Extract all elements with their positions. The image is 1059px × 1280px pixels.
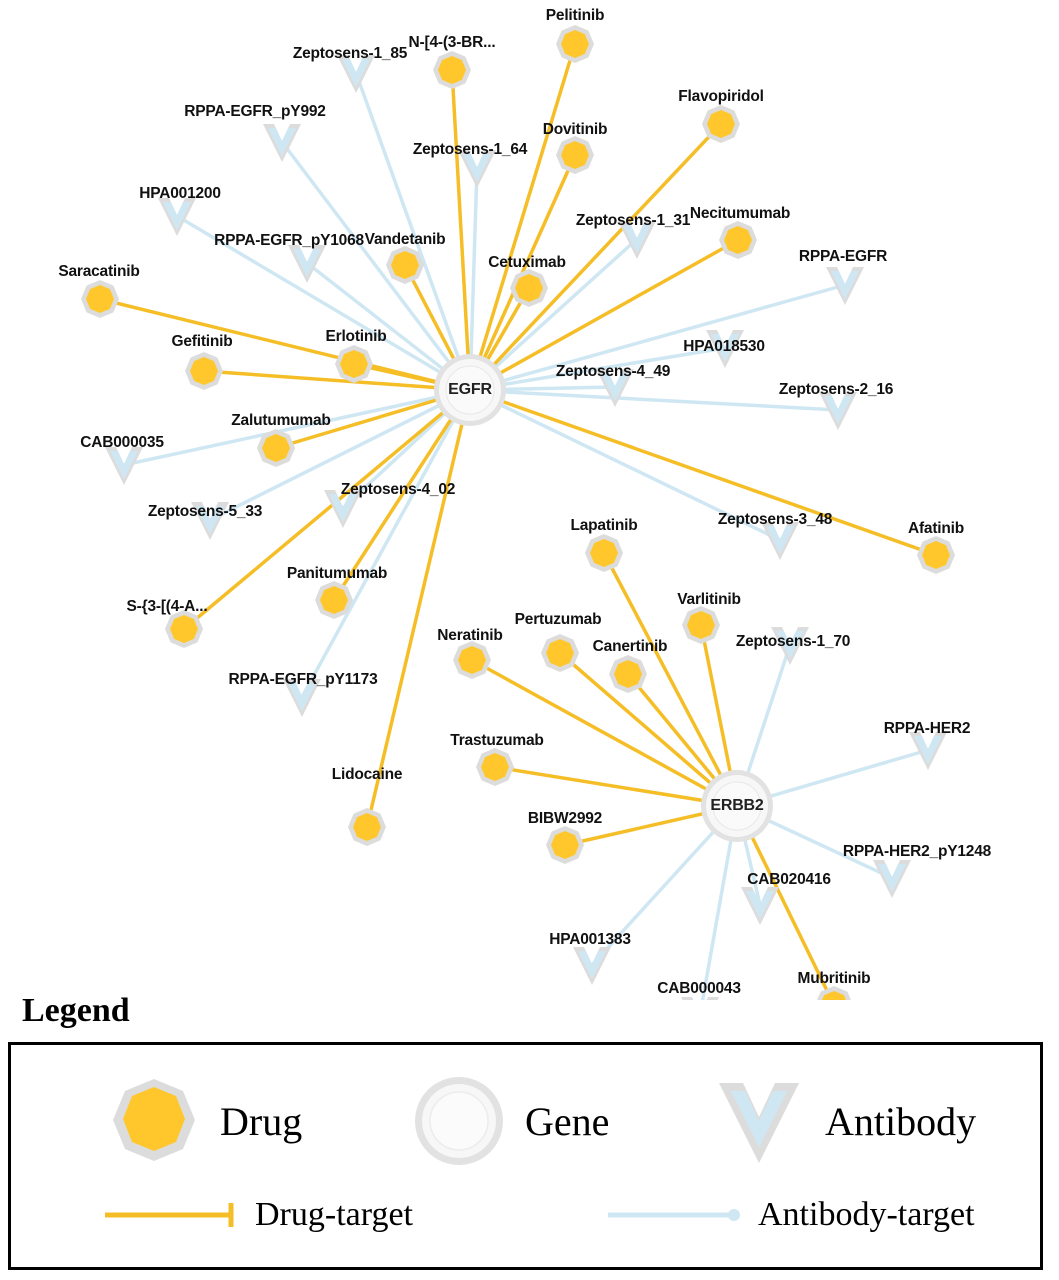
drug-node-label: Zalutumumab <box>231 412 331 429</box>
legend-item-gene <box>411 1073 609 1169</box>
legend-box <box>8 1042 1043 1270</box>
legend-item-antibody <box>711 1073 976 1169</box>
antibody-node-label: RPPA-EGFR_pY992 <box>184 103 326 120</box>
drug-node[interactable] <box>702 105 740 143</box>
drug-node[interactable] <box>257 429 295 467</box>
antibody-node[interactable] <box>741 887 779 925</box>
antibody-node[interactable] <box>158 198 196 236</box>
drug-node[interactable] <box>453 641 491 679</box>
legend-label-gene: Gene <box>525 1098 610 1144</box>
legend-item-drug <box>106 1073 302 1169</box>
antibody-node-label: Zeptosens-1_31 <box>575 212 691 229</box>
legend-item-antibody-target <box>606 1195 975 1235</box>
drug-node[interactable] <box>556 25 594 63</box>
drug-node[interactable] <box>335 345 373 383</box>
antibody-icon <box>711 1073 807 1169</box>
drug-node-label: Cetuximab <box>488 254 566 271</box>
drug-node-label: Lapatinib <box>570 517 638 534</box>
legend-label-drug-target: Drug-target <box>255 1196 413 1233</box>
edge-antibody-target <box>302 390 470 697</box>
antibody-node[interactable] <box>873 860 911 898</box>
drug-node-label: Neratinib <box>437 627 503 644</box>
drug-node-label: Lidocaine <box>331 766 403 783</box>
drug-node-label: Pelitinib <box>545 7 605 24</box>
antibody-node-label: Zeptosens-5_33 <box>147 503 263 520</box>
edge-drug-target <box>470 390 936 555</box>
antibody-node-label: RPPA-EGFR_pY1173 <box>228 671 378 688</box>
gene-icon <box>411 1073 507 1169</box>
drug-node[interactable] <box>682 606 720 644</box>
drug-node-label: Flavopiridol <box>678 88 764 105</box>
drug-node[interactable] <box>546 826 584 864</box>
antibody-node-label: RPPA-EGFR_pY1068 <box>214 232 364 249</box>
drug-node[interactable] <box>556 136 594 174</box>
drug-target-edge-icon <box>103 1195 243 1235</box>
drug-node[interactable] <box>81 280 119 318</box>
antibody-node-label: CAB000035 <box>80 434 164 451</box>
drug-node-label: Panitumumab <box>286 565 388 582</box>
drug-node-label: Varlitinib <box>677 591 741 608</box>
antibody-target-edge-icon <box>606 1195 746 1235</box>
legend-edge-row <box>11 1195 1040 1255</box>
antibody-node-label: HPA001200 <box>139 185 221 202</box>
antibody-node-label: CAB020416 <box>747 871 831 888</box>
drug-node-label: Canertinib <box>592 638 668 655</box>
drug-node-label: BIBW2992 <box>527 810 603 827</box>
edge-drug-target <box>367 390 470 827</box>
drug-node[interactable] <box>476 748 514 786</box>
antibody-node[interactable] <box>263 124 301 162</box>
drug-node-label: Dovitinib <box>542 121 608 138</box>
drug-node-label: S-{3-[(4-A... <box>126 598 208 615</box>
drug-node[interactable] <box>315 581 353 619</box>
antibody-node-label: Zeptosens-1_64 <box>412 141 528 158</box>
drug-node[interactable] <box>510 269 548 307</box>
antibody-node-label: HPA001383 <box>549 931 631 948</box>
gene-node-label: ERBB2 <box>710 797 764 814</box>
drug-node[interactable] <box>433 51 471 89</box>
drug-node[interactable] <box>609 655 647 693</box>
legend-label-drug: Drug <box>220 1098 303 1144</box>
antibody-node-label: Zeptosens-2_16 <box>778 381 894 398</box>
antibody-node-label: RPPA-HER2 <box>883 720 971 737</box>
drug-node[interactable] <box>719 221 757 259</box>
antibody-node-label: Zeptosens-4_49 <box>555 363 671 380</box>
legend-label-antibody-target: Antibody-target <box>758 1196 975 1233</box>
drug-node-label: Trastuzumab <box>450 732 544 749</box>
legend-node-row <box>11 1063 1040 1183</box>
drug-node-label: Saracatinib <box>58 263 140 280</box>
drug-node[interactable] <box>386 246 424 284</box>
antibody-node[interactable] <box>826 267 864 305</box>
drug-node[interactable] <box>348 808 386 846</box>
antibody-node[interactable] <box>288 245 326 283</box>
legend-item-drug-target <box>103 1195 413 1235</box>
drug-node-label: Mubritinib <box>797 970 871 987</box>
drug-node-label: N-[4-(3-BR... <box>408 34 496 51</box>
drug-node-label: Pertuzumab <box>514 611 602 628</box>
drug-node-label: Erlotinib <box>325 328 387 345</box>
drug-node[interactable] <box>541 634 579 672</box>
antibody-node-label: HPA018530 <box>683 338 765 355</box>
gene-node-label: EGFR <box>448 381 492 398</box>
legend-label-antibody: Antibody <box>825 1098 977 1144</box>
antibody-node-label: RPPA-EGFR <box>798 248 888 265</box>
legend-title: Legend <box>22 992 130 1029</box>
antibody-node-label: Zeptosens-1_70 <box>735 633 851 650</box>
drug-node[interactable] <box>585 534 623 572</box>
antibody-node-label: CAB000043 <box>657 980 741 997</box>
drug-node-label: Vandetanib <box>364 231 446 248</box>
antibody-node-label: Zeptosens-3_48 <box>717 511 833 528</box>
drug-node-label: Afatinib <box>907 520 965 537</box>
antibody-node-label: Zeptosens-4_02 <box>340 481 456 498</box>
edge-drug-target <box>452 70 470 390</box>
drug-node[interactable] <box>815 986 853 1000</box>
drug-node[interactable] <box>185 352 223 390</box>
drug-node[interactable] <box>917 536 955 574</box>
drug-icon <box>106 1073 202 1169</box>
antibody-node[interactable] <box>573 947 611 985</box>
antibody-node-label: RPPA-HER2_pY1248 <box>842 843 992 860</box>
drug-node-label: Necitumumab <box>689 205 791 222</box>
antibody-node-label: Zeptosens-1_85 <box>292 45 408 62</box>
drug-node-label: Gefitinib <box>171 333 233 350</box>
antibody-node[interactable] <box>105 447 143 485</box>
